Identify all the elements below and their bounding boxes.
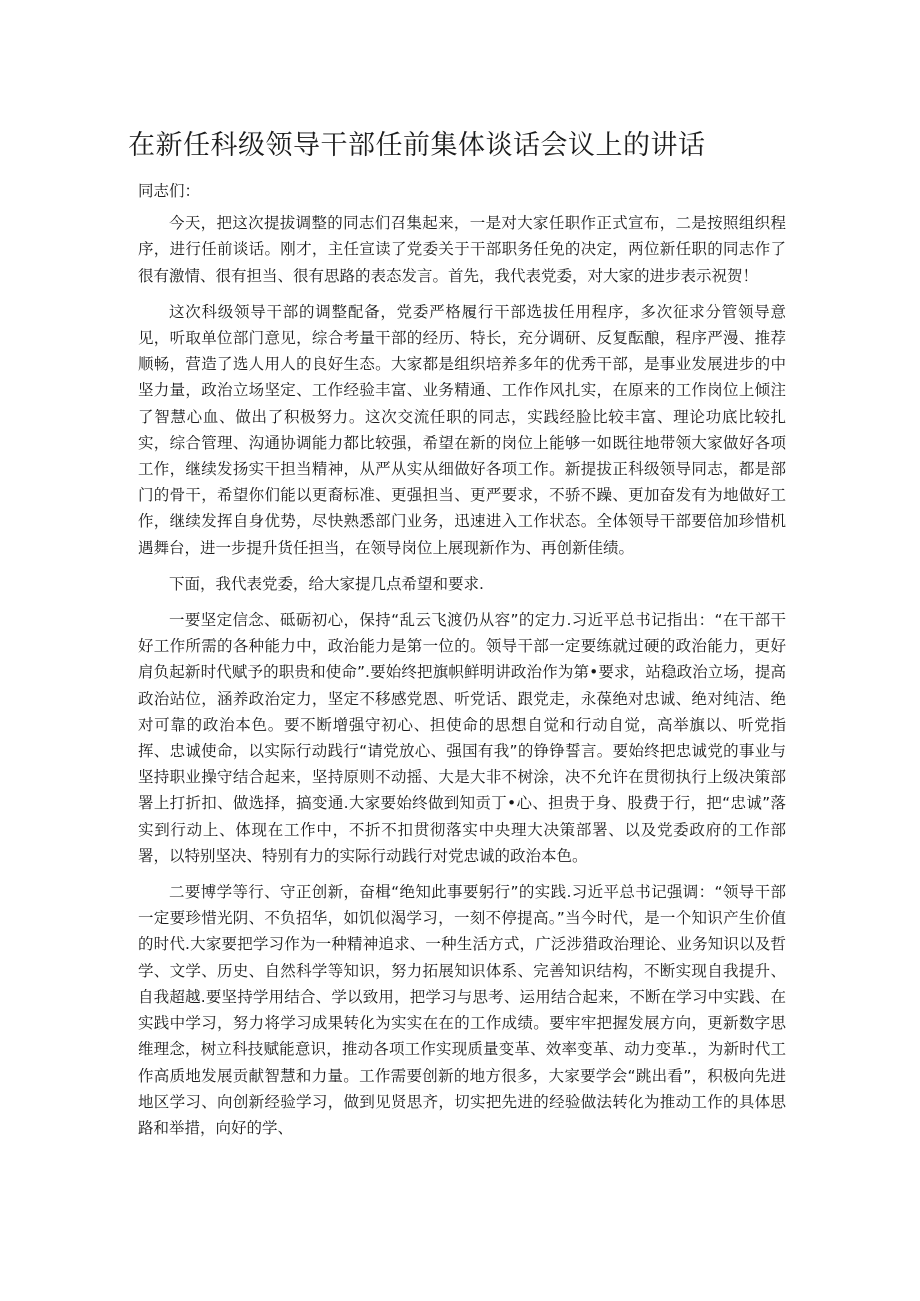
paragraph-requirement-two: 二要博学等行、守正创新，奋楫“绝知此事要躬行”的实践.习近平总书记强调：“领导干部一定要珍惜光阴、不负招华，如饥似渴学习，一刻不停提高。”当今时代，是一个知识产生价值的时代.大家要把学习作为一种精神追求、一种生活方式，广泛涉猎政治理论、业务知识以及哲学、文学、历史、自然科学等知识，努力拓展知识体系、完善知识结构，不断实现自我提升、自我超越.要坚持学用结合、学以致用，把学习与思考、运用结合起来，不断在学习中实践、在实践中学习，努力将学习成果转化为实实在在的工作成绩。要牢牢把握发展方向，更新数字思维理念，树立科技赋能意识，推动各项工作实现质量变革、效率变革、动力变革.，为新时代工作高质地发展贡献智慧和力量。工作需要创新的地方很多，大家要学会“跳出看”，积极向先进地区学习、向创新经验学习，做到见贤思齐，切实把先进的经验做法转化为推动工作的具体思路和举措，向好的学、 xyxy=(138,883,786,1137)
paragraph-opening: 今天，把这次提拔调整的同志们召集起来，一是对大家任职作正式宣布，二是按照组织程序，进行任前谈话。刚才，主任宣读了党委关于干部职务任免的决定，两位新任职的同志作了很有激情、很有担当、很有思路的表态发言。首先，我代表党委，对大家的进步表示祝贺！ xyxy=(138,214,786,285)
paragraph-cadre-adjustment: 这次科级领导干部的调整配备，党委严格履行干部选拔任用程序，多次征求分管领导意见，听取单位部门意见，综合考量干部的经历、特长，充分调研、反复酝酿，程序严漫、推荐顺畅，营造了选人用人的良好生态。大家都是组织培养多年的优秀干部，是事业发展进步的中坚力量，政治立场坚定、工作经验丰富、业务精通、工作作风扎实，在原来的工作岗位上倾注了智慧心血、做出了积极努力。这次交流任职的同志，实践经脸比较丰富、理论功底比较扎实，综合管理、沟通协调能力都比较强，希望在新的岗位上能够一如既往地带领大家做好各项工作，继续发扬实干担当精神，从严从实从细做好各项工作。新提拔正科级领导同志，都是部门的骨干，希望你们能以更裔标准、更强担当、更严要求，不骄不躁、更加奋发有为地做好工作，继续发挥自身优势，尽快熟悉部门业务，迅速进入工作状态。全体领导干部要倍加珍惜机遇舞台，进一步提升货任担当，在领导岗位上展现新作为、再创新佳绩。 xyxy=(138,302,786,557)
document-body xyxy=(138,178,786,1151)
paragraph-requirement-one: 一要坚定信念、砥砺初心，保持“乱云飞渡仍从容”的定力.习近平总书记指出：“在干部干好工作所需的各种能力中，政治能力是第一位的。领导干部一定要练就过硬的政治能力，更好肩负起新时代赋予的职贵和使命”.要始终把旗帜鲜明讲政治作为第•要求，站稳政治立场，提高政治站位，涵养政治定力，坚定不移感党恩、听党话、跟党走，永葆绝对忠诚、绝对纯洁、绝对可靠的政治本色。要不断增强守初心、担使命的思想自觉和行动自觉，高举旗以、听党指挥、忠诚使命，以实际行动践行“请党放心、强国有我”的铮铮誓言。要始终把忠诚党的事业与坚持职业操守结合起来，坚持原则不动摇、大是大非不树涂，决不允许在贯彻执行上级决策部署上打折扣、做选择，搞变通.大家要始终做到知贡丁•心、担贵于身、股费于行，把“忠诚”落实到行动上、体现在工作中，不折不扣贯彻落实中央理大决策部署、以及党委政府的工作部署，以特别坚决、特别有力的实际行动践行对党忠诚的政治本色。 xyxy=(138,611,786,865)
document-title: 在新任科级领导干部任前集体谈话会议上的讲话 xyxy=(128,130,706,161)
paragraph-requirements-intro: 下面，我代表党委，给大家提几点希望和要求. xyxy=(169,574,484,593)
salutation: 同志们： xyxy=(138,182,201,200)
